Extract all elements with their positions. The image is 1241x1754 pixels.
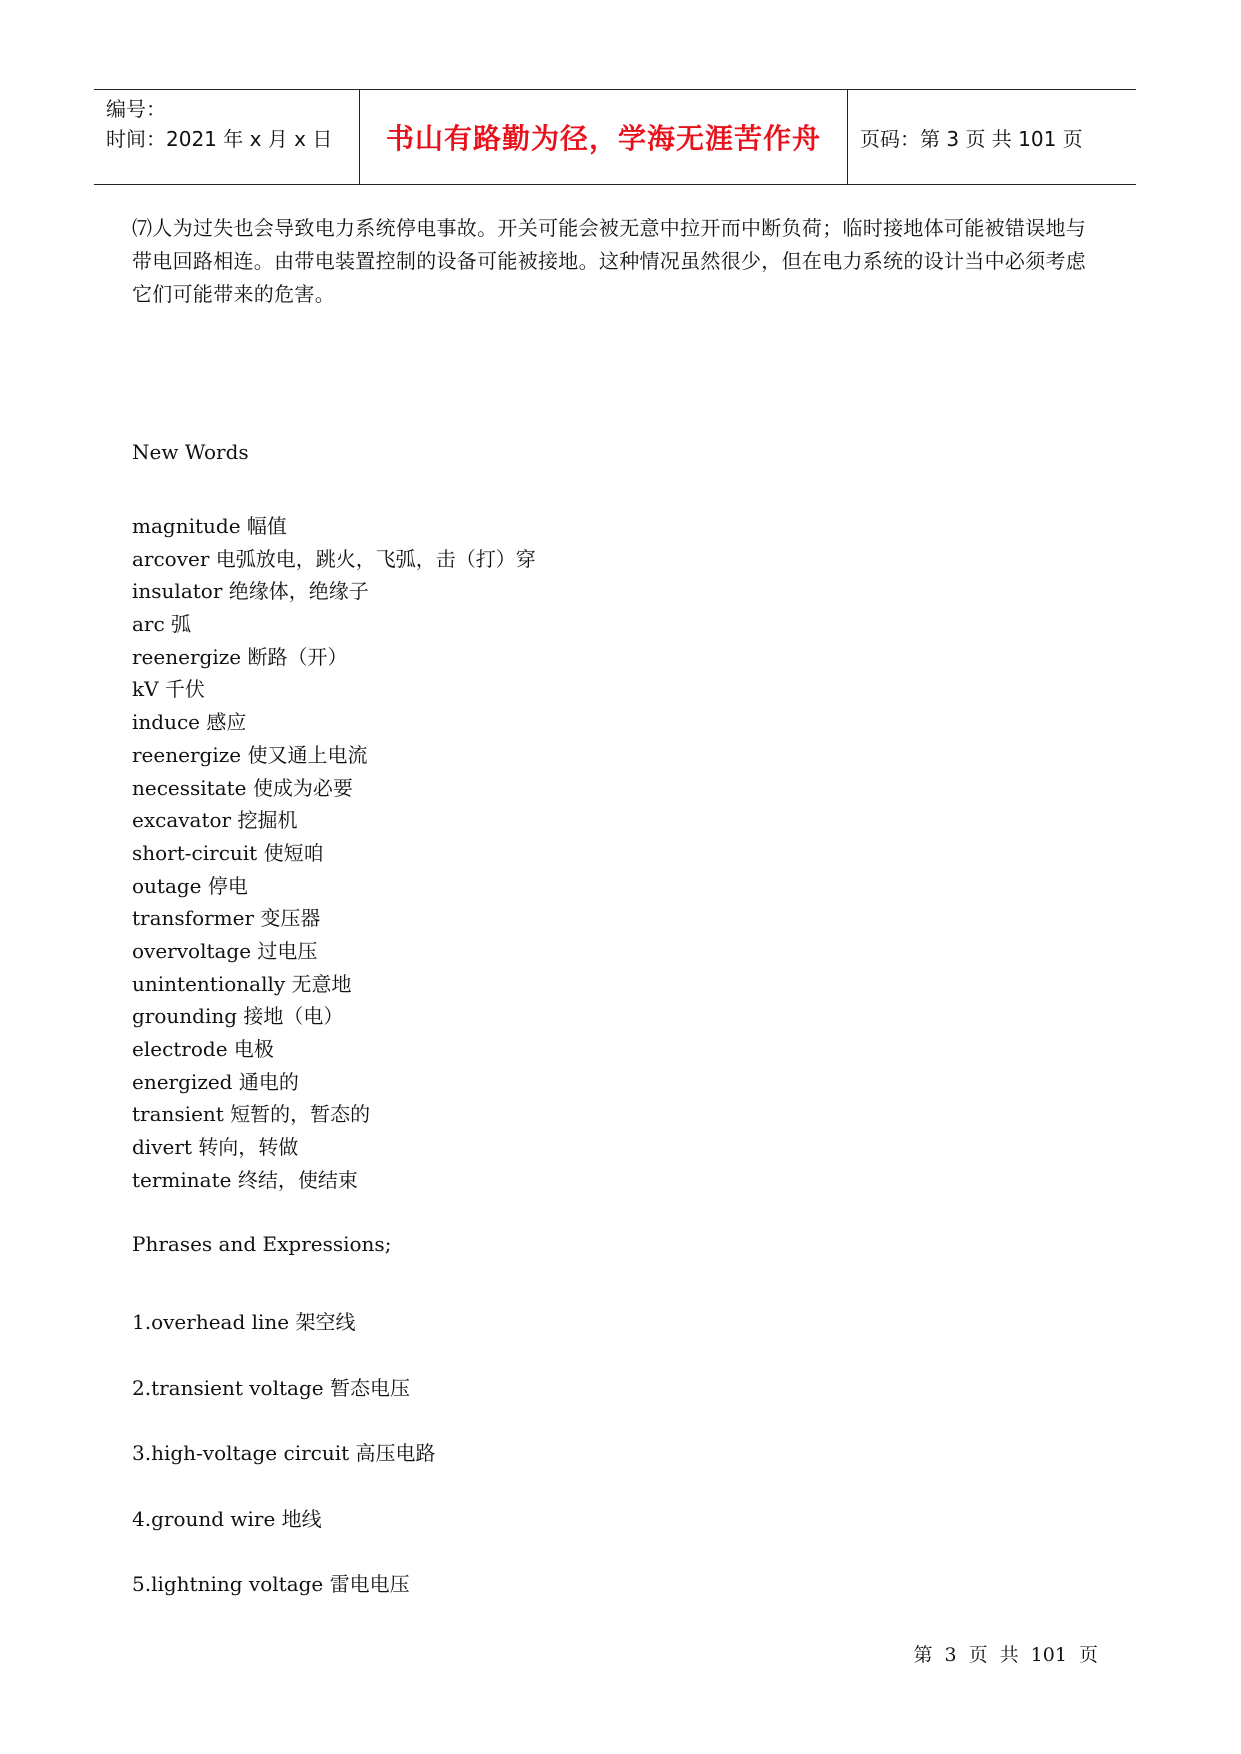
list-item: 5.lightning voltage 雷电电压: [132, 1572, 410, 1596]
list-item: necessitate 使成为必要: [132, 775, 353, 800]
list-item: short-circuit 使短咱: [132, 840, 324, 865]
list-item: energized 通电的: [132, 1069, 299, 1094]
list-item: transient 短暂的，暂态的: [132, 1102, 371, 1127]
new-words-list: [132, 510, 536, 1196]
list-item: arcover 电弧放电，跳火，飞弧，击（打）穿: [132, 546, 536, 571]
list-item: grounding 接地（电）: [132, 1004, 344, 1029]
list-item: outage 停电: [132, 873, 248, 898]
list-item: divert 转向，转做: [132, 1135, 299, 1160]
list-item: reenergize 断路（开）: [132, 644, 348, 669]
list-item: reenergize 使又通上电流: [132, 742, 368, 767]
list-item: transformer 变压器: [132, 906, 321, 931]
list-item: terminate 终结，使结束: [132, 1167, 358, 1192]
header-motto: 书山有路勤为径，学海无涯苦作舟: [360, 90, 848, 184]
list-item: 4.ground wire 地线: [132, 1506, 322, 1531]
list-item: overvoltage 过电压: [132, 938, 318, 963]
list-item: electrode 电极: [132, 1037, 274, 1061]
list-item: 3.high-voltage circuit 高压电路: [132, 1441, 436, 1465]
list-item: magnitude 幅值: [132, 514, 287, 538]
header-page-info: 页码：第 3 页 共 101 页: [860, 126, 1083, 151]
document-number-label: 编号：: [106, 97, 166, 121]
list-item: excavator 挖掘机: [132, 808, 298, 833]
page-header: [94, 89, 1136, 185]
header-meta: [94, 90, 360, 184]
body-content: [132, 212, 1102, 311]
page-footer: 第 3 页 共 101 页: [913, 1644, 1098, 1666]
list-item: insulator 绝缘体，绝缘子: [132, 579, 369, 604]
list-item: arc 弧: [132, 612, 192, 637]
body-paragraph: ⑺人为过失也会导致电力系统停电事故。开关可能会被无意中拉开而中断负荷；临时接地体可能被错误地与带电回路相连。由带电装置控制的设备可能被接地。这种情况虽然很少，但在电力系统的设计当中必须考虑它们可能带来的危害。: [132, 216, 1087, 306]
list-item: 2.transient voltage 暂态电压: [132, 1375, 410, 1400]
list-item: induce 感应: [132, 710, 247, 735]
list-item: unintentionally 无意地: [132, 971, 352, 996]
document-date: 时间：2021 年 x 月 x 日: [106, 127, 333, 151]
phrases-list: [132, 1290, 436, 1618]
new-words-heading: New Words: [132, 440, 249, 464]
list-item: kV 千伏: [132, 677, 205, 702]
list-item: 1.overhead line 架空线: [132, 1310, 356, 1334]
phrases-heading: Phrases and Expressions;: [132, 1232, 392, 1256]
